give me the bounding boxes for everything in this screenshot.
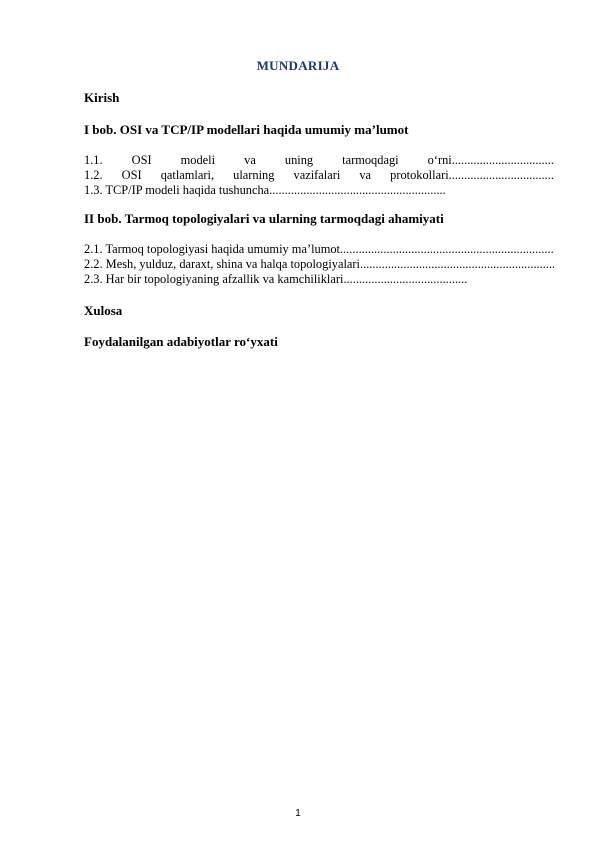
references-heading: Foydalanilgan adabiyotlar ro‘yxati <box>84 334 278 349</box>
toc-item-1-3: 1.3. TCP/IP modeli haqida tushuncha......................................................... <box>84 183 446 197</box>
leader-dots <box>340 242 554 256</box>
toc-item-1-2: 1.2. OSI qatlamlari, ularning vazifalari va protokollari.................................. <box>84 168 554 182</box>
toc-item-2-1: 2.1. Tarmoq topologiyasi haqida umumiy ma’lumot ..... <box>84 242 554 257</box>
toc-item-2-2: 2.2. Mesh, yulduz, daraxt, shina va halqa topologiyalari ..... <box>84 257 554 272</box>
page-number: 1 <box>295 808 301 819</box>
conclusion-heading: Xulosa <box>84 303 123 318</box>
intro-heading: Kirish <box>84 90 120 105</box>
chapter-1-heading: I bob. OSI va TCP/IP modellari haqida umumiy ma’lumot <box>84 122 409 137</box>
leader-dots <box>360 257 554 271</box>
toc-item-2-3: 2.3. Har bir topologiyaning afzallik va kamchiliklari........................................ <box>84 272 468 286</box>
chapter-2-heading: II bob. Tarmoq topologiyalari va ularning tarmoqdagi ahamiyati <box>84 211 444 226</box>
toc-item-1-1: 1.1. OSI modeli va uning tarmoqdagi o‘rni................................. <box>84 153 554 167</box>
toc-title: MUNDARIJA <box>256 58 340 73</box>
